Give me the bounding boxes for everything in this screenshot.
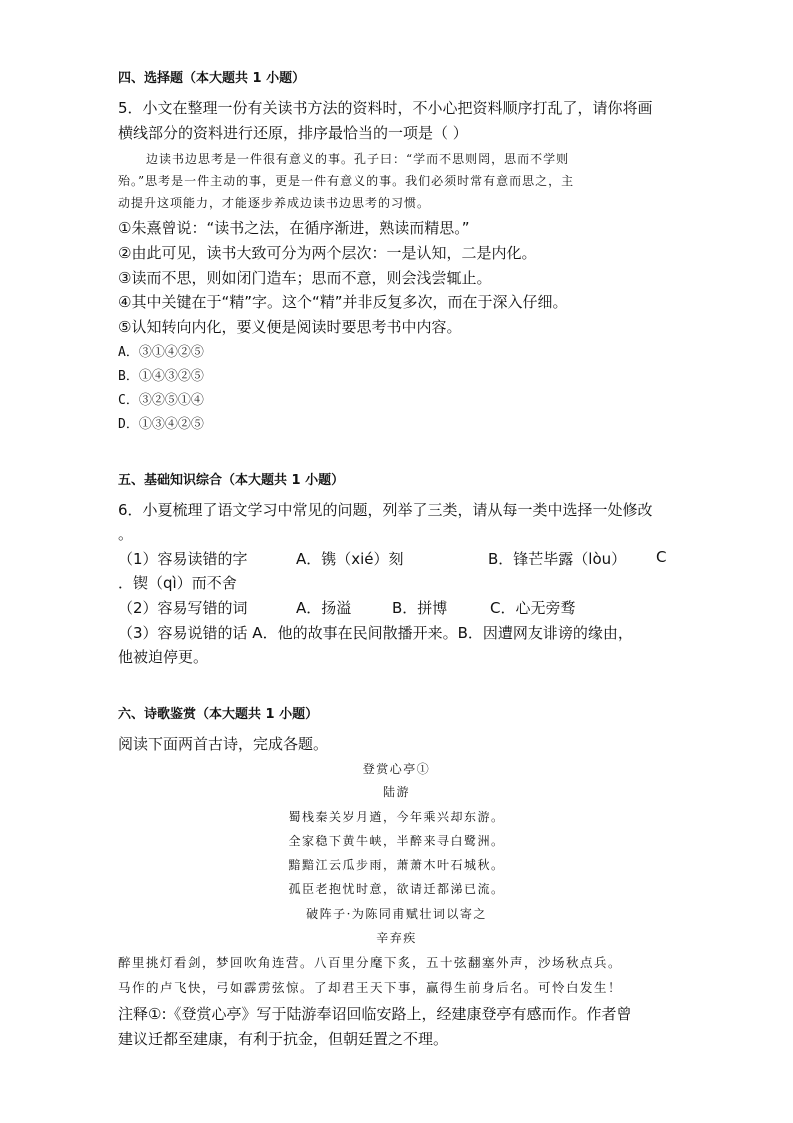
poem1-author: 陆游 xyxy=(382,785,410,799)
row1-option-a: A．镌（xié）刻 xyxy=(296,550,404,568)
row2-label: （2）容易写错的词 xyxy=(118,599,248,617)
poem2-author: 辛弃疾 xyxy=(376,931,417,945)
passage-line: 边读书边思考是一件很有意义的事。孔子曰：“学而不思则罔，思而不学则 xyxy=(146,152,570,166)
option-a: A．③①④②⑤ xyxy=(118,345,204,360)
question6-text: 6．小夏梳理了语文学习中常见的问题，列举了三类，请从每一类中选择一处修改 xyxy=(118,501,653,519)
passage-line: 殆。”思考是一件主动的事，更是一件有意义的事。我们必须时常有意而思之，主 xyxy=(118,174,575,188)
row2-option-a: A．扬溢 xyxy=(296,599,352,617)
question5-text: 5．小文在整理一份有关读书方法的资料时，不小心把资料顺序打乱了，请你将画 xyxy=(118,99,653,117)
section6-heading: 六、诗歌鉴赏（本大题共 1 小题） xyxy=(118,707,319,722)
row1-label: （1）容易读错的字 xyxy=(118,550,248,568)
option-d: D．①③④②⑤ xyxy=(118,417,204,432)
section5-heading: 五、基础知识综合（本大题共 1 小题） xyxy=(118,473,345,488)
row1-option-b: B．锋芒毕露（lòu） xyxy=(488,550,627,568)
section4-heading: 四、选择题（本大题共 1 小题） xyxy=(118,71,306,86)
poem1-line: 黯黯江云瓜步雨，萧萧木叶石城秋。 xyxy=(288,858,505,872)
ordering-item: ④其中关键在于“精”字。这个“精”并非反复多次，而在于深入仔细。 xyxy=(118,293,568,311)
poem1-title: 登赏心亭① xyxy=(362,762,431,776)
row2-option-b: B．拼博 xyxy=(392,599,448,617)
poem1-line: 全家稳下黄牛峡，半醉来寻白鹭洲。 xyxy=(288,834,505,848)
question6-text-cont: 。 xyxy=(118,525,134,543)
poem1-line: 孤臣老抱忧时意，欲请迁都涕已流。 xyxy=(288,882,505,896)
row1-option-c-cont: ．锲（qì）而不舍 xyxy=(118,574,237,592)
poem2-title: 破阵子·为陈同甫赋壮词以寄之 xyxy=(306,907,487,921)
poem1-line: 蜀栈秦关岁月遒，今年乘兴却东游。 xyxy=(288,810,505,824)
ordering-item: ②由此可见，读书大致可分为两个层次：一是认知，二是内化。 xyxy=(118,244,537,262)
option-b: B．①④③②⑤ xyxy=(118,369,204,384)
row3-text-cont: 他被迫停更。 xyxy=(118,648,209,666)
row3-text: （3）容易说错的话 A．他的故事在民间散播开来。B．因遭网友诽谤的缘由， xyxy=(118,624,633,642)
passage-line: 动提升这项能力，才能逐步养成边读书边思考的习惯。 xyxy=(118,196,431,210)
ordering-item: ③读而不思，则如闭门造车；思而不意，则会浅尝辄止。 xyxy=(118,269,492,287)
ordering-item: ①朱熹曾说：“读书之法，在循序渐进，熟读而精思。” xyxy=(118,219,470,237)
row1-option-c: C xyxy=(656,548,667,566)
ordering-item: ⑤认知转向内化，要义便是阅读时要思考书中内容。 xyxy=(118,318,462,336)
footnote-cont: 建议迁都至建康，有利于抗金，但朝廷置之不理。 xyxy=(118,1030,449,1048)
footnote: 注释①:《登赏心亭》写于陆游奉诏回临安路上，经建康登亭有感而作。作者曾 xyxy=(118,1005,632,1023)
option-c: C．③②⑤①④ xyxy=(118,393,204,408)
poem2-line: 醉里挑灯看剑，梦回吹角连营。八百里分麾下炙，五十弦翻塞外声，沙场秋点兵。 xyxy=(118,955,623,970)
row2-option-c: C．心无旁骛 xyxy=(490,599,576,617)
poem2-line: 马作的卢飞快，弓如霹雳弦惊。了却君王天下事，赢得生前身后名。可怜白发生！ xyxy=(118,980,623,995)
question5-text-cont: 横线部分的资料进行还原，排序最恰当的一项是（ ） xyxy=(118,124,468,142)
section6-intro: 阅读下面两首古诗，完成各题。 xyxy=(118,735,329,753)
